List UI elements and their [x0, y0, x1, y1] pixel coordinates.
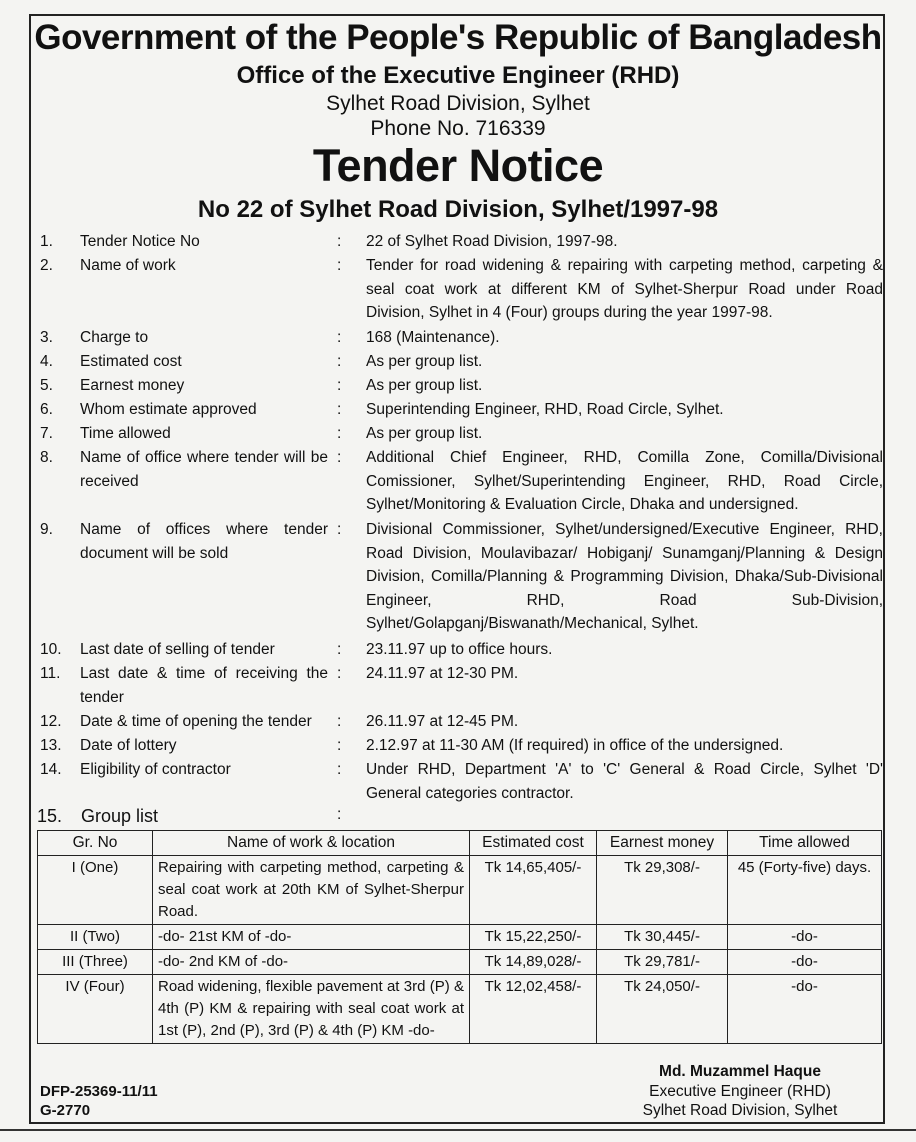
signatory-division: Sylhet Road Division, Sylhet	[642, 1102, 838, 1119]
item-number: 10.	[40, 641, 62, 658]
item-number: 7.	[40, 425, 53, 442]
group-list-title: Group list	[81, 806, 159, 826]
item-label: Eligibility of contractor	[80, 761, 231, 778]
group-list-number: 15.	[37, 806, 63, 826]
item-label: Time allowed	[80, 425, 171, 442]
cell-earnest-money: Tk 24,050/-	[597, 975, 728, 1044]
cell-estimated-cost: Tk 14,65,405/-	[470, 856, 597, 925]
cell-name-of-work: Road widening, flexible pavement at 3rd (P) & 4th (P) KM & repairing with seal coat work at 1st (P), 2nd (P), 3rd (P) & 4th (P) KM -do-	[153, 975, 470, 1044]
item-colon: :	[337, 353, 342, 370]
cell-name-of-work: -do- 21st KM of -do-	[153, 925, 470, 950]
item-value: 23.11.97 up to office hours.	[366, 641, 553, 658]
item-value: Divisional Commissioner, Sylhet/undersigned/Executive Engineer, RHD, Road Division, Moulavibazar/ Hobiganj/ Sunamganj/Planning & Design Division, Comilla/Planning & Programming Division, Dhaka/Sub-Divisional Engineer, RHD, Road Sub-Division, Sylhet/Golapganj/Biswanath/Mechanical, Sylhet.	[366, 521, 883, 632]
item-label: Name of offices where tender document will be sold	[80, 521, 328, 562]
dfp-code: DFP-25369-11/11	[40, 1083, 158, 1100]
table-row	[38, 950, 882, 975]
column-header-name-of-work: Name of work & location	[153, 831, 470, 856]
cell-estimated-cost: Tk 15,22,250/-	[470, 925, 597, 950]
item-colon: :	[337, 425, 342, 442]
item-value: 2.12.97 at 11-30 AM (If required) in office of the undersigned.	[366, 737, 784, 754]
item-value: As per group list.	[366, 425, 483, 442]
item-number: 11.	[40, 665, 61, 682]
cell-name-of-work: Repairing with carpeting method, carpeting & seal coat work at 20th KM of Sylhet-Sherpur Road.	[153, 856, 470, 925]
table-row	[38, 925, 882, 950]
item-label: Date of lottery	[80, 737, 177, 754]
item-label: Whom estimate approved	[80, 401, 257, 418]
cell-estimated-cost: Tk 12,02,458/-	[470, 975, 597, 1044]
item-colon: :	[337, 641, 342, 658]
item-colon: :	[337, 761, 342, 778]
item-label: Name of office where tender will be received	[80, 449, 328, 490]
table-row	[38, 856, 882, 925]
cell-gr-no: III (Three)	[38, 950, 153, 975]
item-label: Name of work	[80, 257, 176, 274]
item-value: As per group list.	[366, 377, 483, 394]
cell-gr-no: II (Two)	[38, 925, 153, 950]
government-heading: Government of the People's Republic of Bangladesh	[34, 18, 882, 57]
signatory-title: Executive Engineer (RHD)	[649, 1083, 831, 1100]
item-colon: :	[337, 377, 342, 394]
cell-time-allowed: -do-	[728, 975, 882, 1044]
item-value: 26.11.97 at 12-45 PM.	[366, 713, 519, 730]
item-number: 1.	[40, 233, 53, 250]
division-line: Sylhet Road Division, Sylhet	[326, 92, 590, 115]
cell-name-of-work: -do- 2nd KM of -do-	[153, 950, 470, 975]
cell-earnest-money: Tk 29,781/-	[597, 950, 728, 975]
cell-earnest-money: Tk 30,445/-	[597, 925, 728, 950]
item-number: 6.	[40, 401, 53, 418]
item-number: 14.	[40, 761, 62, 778]
item-number: 2.	[40, 257, 53, 274]
g-code: G-2770	[40, 1102, 91, 1119]
item-label: Last date of selling of tender	[80, 641, 275, 658]
item-colon: :	[337, 521, 342, 538]
column-header-estimated-cost: Estimated cost	[470, 831, 597, 856]
item-number: 13.	[40, 737, 62, 754]
item-value: Under RHD, Department 'A' to 'C' General & Road Circle, Sylhet 'D' General categories contractor.	[366, 761, 883, 802]
item-label: Date & time of opening the tender	[80, 713, 312, 730]
group-list-label	[37, 806, 158, 827]
item-colon: :	[337, 713, 342, 730]
item-number: 5.	[40, 377, 53, 394]
item-value: 168 (Maintenance).	[366, 329, 500, 346]
notice-number: No 22 of Sylhet Road Division, Sylhet/1997-98	[197, 196, 719, 223]
item-label: Earnest money	[80, 377, 185, 394]
item-number: 9.	[40, 521, 53, 538]
item-label: Charge to	[80, 329, 149, 346]
item-colon: :	[337, 449, 342, 466]
cell-time-allowed: -do-	[728, 925, 882, 950]
item-colon: :	[337, 329, 342, 346]
page-title: Tender Notice	[312, 140, 604, 191]
item-colon: :	[337, 737, 342, 754]
cell-time-allowed: -do-	[728, 950, 882, 975]
item-value: Tender for road widening & repairing with carpeting method, carpeting & seal coat work at different KM of Sylhet-Sherpur Road under Road Division, Sylhet in 4 (Four) groups during the year 1997-98.	[366, 257, 883, 321]
item-number: 4.	[40, 353, 53, 370]
item-colon: :	[337, 257, 342, 274]
item-number: 3.	[40, 329, 53, 346]
cell-earnest-money: Tk 29,308/-	[597, 856, 728, 925]
cell-estimated-cost: Tk 14,89,028/-	[470, 950, 597, 975]
column-header-gr-no: Gr. No	[38, 831, 153, 856]
item-number: 8.	[40, 449, 53, 466]
item-value: 24.11.97 at 12-30 PM.	[366, 665, 519, 682]
item-colon: :	[337, 665, 342, 682]
cell-time-allowed: 45 (Forty-five) days.	[728, 856, 882, 925]
item-number: 12.	[40, 713, 62, 730]
table-header-row	[38, 831, 882, 856]
signatory-name: Md. Muzammel Haque	[659, 1063, 821, 1080]
item-label: Last date & time of receiving the tender	[80, 665, 328, 706]
item-colon: :	[337, 233, 342, 250]
group-list-table	[37, 830, 882, 1044]
item-value: 22 of Sylhet Road Division, 1997-98.	[366, 233, 618, 250]
item-value: Superintending Engineer, RHD, Road Circle, Sylhet.	[366, 401, 724, 418]
group-list-colon: :	[337, 806, 342, 823]
phone-line: Phone No. 716339	[370, 117, 546, 140]
item-value: Additional Chief Engineer, RHD, Comilla Zone, Comilla/Divisional Comissioner, Sylhet/Superintending Engineer, RHD, Road Circle, Sylhet/Monitoring & Evaluation Circle, Dhaka and undersigned.	[366, 449, 883, 513]
column-header-time-allowed: Time allowed	[728, 831, 882, 856]
office-heading: Office of the Executive Engineer (RHD)	[236, 62, 680, 89]
table-row	[38, 975, 882, 1044]
column-header-earnest-money: Earnest money	[597, 831, 728, 856]
item-value: As per group list.	[366, 353, 483, 370]
item-label: Estimated cost	[80, 353, 182, 370]
item-colon: :	[337, 401, 342, 418]
cell-gr-no: I (One)	[38, 856, 153, 925]
cell-gr-no: IV (Four)	[38, 975, 153, 1044]
item-label: Tender Notice No	[80, 233, 200, 250]
page-bottom-rule	[0, 1129, 916, 1131]
